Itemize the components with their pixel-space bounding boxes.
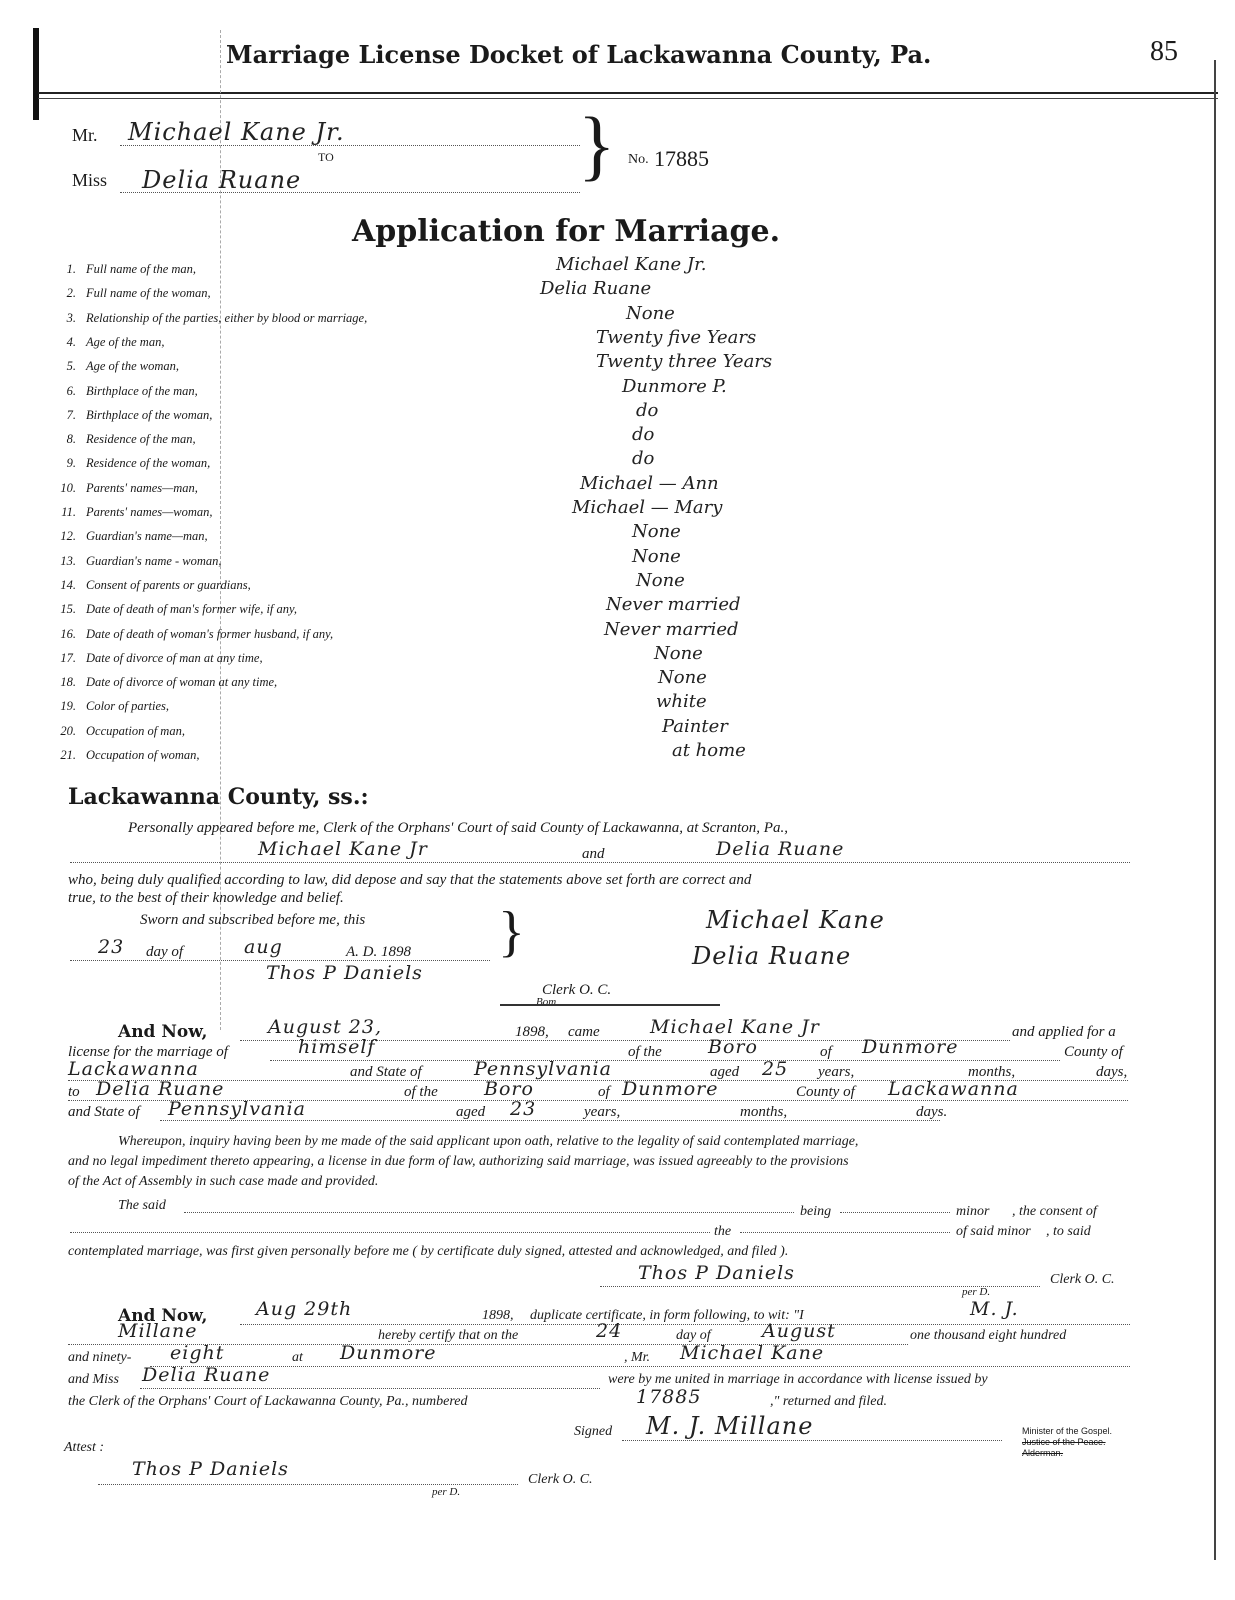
license-state-of: and State of xyxy=(350,1064,422,1080)
contemplated: contemplated marriage, was first given personally before me ( by certificate duly signed, attested and acknowledged, and filed ). xyxy=(68,1244,789,1259)
license-of-the: of the xyxy=(628,1044,662,1060)
cert-title3: Alderman. xyxy=(1022,1448,1064,1458)
question-text: Full name of the man, xyxy=(86,262,197,276)
miss-name: Delia Ruane xyxy=(142,166,302,194)
cert-clerk-per: per D. xyxy=(432,1486,461,1498)
question-row xyxy=(40,651,263,666)
affidavit-line3: who, being duly qualified according to law, did depose and say that the statements above set forth are correct and xyxy=(68,872,752,888)
answer-value: Delia Ruane xyxy=(540,278,652,300)
license-place2: Dunmore xyxy=(622,1078,719,1100)
license-of-the2: of the xyxy=(404,1084,438,1100)
license-line5 xyxy=(160,1120,940,1121)
cert-mr: , Mr. xyxy=(624,1350,651,1365)
license-days: days, xyxy=(1096,1064,1128,1080)
question-text: Age of the woman, xyxy=(86,359,180,374)
license-clerk-signature: Thos P Daniels xyxy=(638,1262,795,1284)
cert-signed: Signed xyxy=(574,1424,613,1439)
question-number: 12. xyxy=(60,529,76,544)
cert-minister-b: Millane xyxy=(118,1320,198,1342)
sworn-clerk-signature: Thos P Daniels xyxy=(266,962,423,984)
license-applicant: Michael Kane Jr xyxy=(650,1016,820,1038)
license-age2: 23 xyxy=(510,1098,537,1120)
question-number: 20. xyxy=(60,723,76,738)
affidavit-name-woman: Delia Ruane xyxy=(716,838,845,860)
question-row xyxy=(40,724,185,739)
affidavit-line4: true, to the best of their knowledge and belief. xyxy=(68,890,344,906)
license-days2: days. xyxy=(916,1104,948,1120)
license-clerk-label: Clerk O. C. xyxy=(1050,1272,1115,1287)
answer-value: Never married xyxy=(606,594,741,616)
question-text: Occupation of man, xyxy=(86,723,185,738)
answer-value: Twenty five Years xyxy=(596,326,757,348)
whereupon-1: Whereupon, inquiry having been by me made of the said applicant upon oath, relative to the legality of said contemplated marriage, xyxy=(118,1134,859,1149)
license-applied: and applied for a xyxy=(1012,1024,1116,1040)
question-number: 9. xyxy=(66,456,76,471)
question-number: 13. xyxy=(60,553,76,568)
question-number: 1. xyxy=(66,262,76,276)
mr-line xyxy=(120,145,580,146)
of-said-minor: of said minor xyxy=(956,1224,1031,1239)
license-to: to xyxy=(68,1084,80,1100)
question-row xyxy=(40,627,333,642)
question-number: 7. xyxy=(66,407,76,422)
question-text: Consent of parents or guardians, xyxy=(86,577,251,592)
cert-year: 1898, xyxy=(482,1308,514,1323)
question-row xyxy=(40,505,213,520)
cert-minister-signature: M. J. Millane xyxy=(646,1412,814,1440)
answer-value: at home xyxy=(672,740,746,761)
question-row xyxy=(40,529,208,544)
brace: } xyxy=(578,101,616,188)
license-clerk-line xyxy=(600,1286,1040,1287)
mr-name: Michael Kane Jr. xyxy=(128,118,345,146)
affidavit-and: and xyxy=(582,846,605,862)
answer-value: do xyxy=(636,399,659,421)
cert-line1 xyxy=(240,1324,1130,1325)
question-row xyxy=(40,578,251,593)
answer-value: Michael — Ann xyxy=(580,472,719,494)
right-edge-rule xyxy=(1214,60,1216,1560)
county-heading: Lackawanna County, ss.: xyxy=(68,784,369,810)
question-row xyxy=(40,384,198,399)
cert-and-ninety: and ninety- xyxy=(68,1350,132,1365)
cert-returned: ," returned and filed. xyxy=(770,1394,887,1409)
question-number: 2. xyxy=(66,286,76,301)
minor: minor xyxy=(956,1204,990,1219)
question-text: Full name of the woman, xyxy=(86,286,211,301)
question-row xyxy=(40,432,196,447)
cert-title1: Minister of the Gospel. xyxy=(1022,1426,1113,1436)
cert-line3 xyxy=(150,1366,1130,1367)
cert-were: were by me united in marriage in accordance with license issued by xyxy=(608,1372,988,1387)
sworn-line xyxy=(70,960,490,961)
license-months2: months, xyxy=(740,1104,788,1120)
license-of2: of xyxy=(598,1084,610,1100)
page-title: Marriage License Docket of Lackawanna County, Pa. xyxy=(226,40,932,69)
license-line2 xyxy=(270,1060,1060,1061)
minor-line3 xyxy=(70,1232,710,1233)
question-number: 10. xyxy=(60,480,76,495)
left-margin-bar xyxy=(33,28,39,120)
cert-clerk-line: the Clerk of the Orphans' Court of Lackawanna County, Pa., numbered xyxy=(68,1394,468,1409)
question-row xyxy=(40,748,200,763)
question-text: Occupation of woman, xyxy=(86,748,200,762)
header-rule xyxy=(38,92,1218,94)
cert-day-of: day of xyxy=(676,1328,711,1343)
miss-label: Miss xyxy=(72,170,108,190)
license-boro: Boro xyxy=(708,1036,758,1058)
license-boro2: Boro xyxy=(484,1078,534,1100)
question-number: 6. xyxy=(66,383,76,398)
license-for: license for the marriage of xyxy=(68,1044,228,1060)
answer-value: Michael Kane Jr. xyxy=(556,254,707,275)
license-clerk-per: per D. xyxy=(962,1286,991,1298)
whereupon-2: and no legal impediment thereto appearing, a license in due form of law, authorizing said marriage, was issued agreeably to the provisions xyxy=(68,1154,849,1169)
license-state1: Pennsylvania xyxy=(474,1058,612,1080)
cert-miss-name: Delia Ruane xyxy=(142,1364,271,1386)
question-text: Age of the man, xyxy=(86,334,165,349)
question-text: Parents' names—woman, xyxy=(86,505,213,519)
license-himself: himself xyxy=(298,1036,376,1058)
license-number: 17885 xyxy=(654,146,709,171)
license-aged: aged xyxy=(710,1064,740,1080)
license-county2: Lackawanna xyxy=(888,1078,1019,1100)
question-row xyxy=(40,481,198,496)
miss-line xyxy=(120,192,580,193)
question-row xyxy=(40,359,179,374)
answer-value: do xyxy=(632,448,655,470)
signature-woman: Delia Ruane xyxy=(692,942,852,970)
affidavit-line1: Personally appeared before me, Clerk of the Orphans' Court of said County of Lackawanna, at Scranton, Pa., xyxy=(128,820,788,836)
application-title: Application for Marriage. xyxy=(352,214,781,249)
to-said: , to said xyxy=(1046,1224,1091,1239)
cert-date: Aug 29th xyxy=(256,1298,353,1320)
question-text: Relationship of the parties, either by blood or marriage, xyxy=(86,310,368,325)
answer-value: None xyxy=(632,521,681,543)
sworn-text: Sworn and subscribed before me, this xyxy=(140,912,366,928)
license-age1: 25 xyxy=(762,1058,789,1080)
affidavit-divider xyxy=(500,1004,720,1006)
question-row xyxy=(40,456,210,471)
answer-value: do xyxy=(632,424,655,446)
cert-clerk-line-rule xyxy=(98,1484,518,1485)
header-rule-thin xyxy=(38,98,1218,99)
answer-value: Michael — Mary xyxy=(572,497,723,518)
question-row xyxy=(40,554,222,569)
minor-line4 xyxy=(740,1232,950,1233)
cert-month: August xyxy=(762,1320,836,1342)
license-county-of: County of xyxy=(1064,1044,1123,1060)
sworn-day-of: day of xyxy=(146,944,184,960)
license-aged2: aged xyxy=(456,1104,486,1120)
question-row xyxy=(40,408,212,423)
question-row xyxy=(40,262,196,277)
license-state2: Pennsylvania xyxy=(168,1098,306,1120)
license-year: 1898, xyxy=(515,1024,549,1040)
license-county-of2: County of xyxy=(796,1084,855,1100)
cert-day: 24 xyxy=(596,1320,623,1342)
question-number: 11. xyxy=(61,505,76,519)
question-number: 5. xyxy=(66,359,76,374)
cert-dup: duplicate certificate, in form following, to wit: "I xyxy=(530,1308,804,1323)
cert-minister-a: M. J. xyxy=(970,1298,1019,1320)
affidavit-name-man: Michael Kane Jr xyxy=(258,838,428,860)
cert-ninety-val: eight xyxy=(170,1342,225,1364)
answer-value: Never married xyxy=(604,618,739,640)
question-row xyxy=(40,675,277,690)
question-row xyxy=(40,286,211,301)
question-row xyxy=(40,699,169,714)
license-and-state-of: and State of xyxy=(68,1104,140,1120)
cert-one-thousand: one thousand eight hundred xyxy=(910,1328,1067,1343)
question-text: Birthplace of the man, xyxy=(86,383,198,398)
question-text: Date of death of man's former wife, if any, xyxy=(86,602,297,617)
no-label: No. xyxy=(628,152,649,167)
question-text: Date of death of woman's former husband, if any, xyxy=(86,626,334,641)
whereupon-3: of the Act of Assembly in such case made and provided. xyxy=(68,1174,379,1189)
question-text: Date of divorce of man at any time, xyxy=(86,650,263,665)
answer-value: None xyxy=(626,302,675,324)
license-and-now: And Now, xyxy=(118,1022,208,1042)
question-number: 21. xyxy=(60,748,76,762)
license-of: of xyxy=(820,1044,832,1060)
question-number: 18. xyxy=(60,675,76,690)
cert-place: Dunmore xyxy=(340,1342,437,1364)
cert-attest: Attest : xyxy=(64,1440,105,1455)
cert-number: 17885 xyxy=(636,1386,702,1408)
sworn-brace: } xyxy=(498,901,525,963)
license-bride: Delia Ruane xyxy=(96,1078,225,1100)
license-place: Dunmore xyxy=(862,1036,959,1058)
sworn-ad: A. D. 1898 xyxy=(346,944,411,960)
mr-label: Mr. xyxy=(72,125,98,145)
signature-man: Michael Kane xyxy=(706,906,885,934)
sworn-bom: Bom xyxy=(536,996,557,1008)
license-county1: Lackawanna xyxy=(68,1058,199,1080)
page-number: 85 xyxy=(1150,36,1178,67)
question-text: Guardian's name - woman, xyxy=(86,553,222,568)
answer-value: Twenty three Years xyxy=(596,351,773,373)
cert-clerk-label: Clerk O. C. xyxy=(528,1472,593,1487)
license-came: came xyxy=(568,1024,600,1040)
license-date: August 23, xyxy=(268,1016,382,1038)
cert-sign-line xyxy=(622,1440,1002,1441)
question-number: 14. xyxy=(60,577,76,592)
cert-at: at xyxy=(292,1350,303,1365)
the: the xyxy=(714,1224,732,1239)
question-text: Residence of the woman, xyxy=(86,456,211,471)
answer-value: Painter xyxy=(662,715,728,737)
question-number: 15. xyxy=(60,602,76,617)
question-number: 16. xyxy=(60,626,76,641)
sworn-day: 23 xyxy=(98,936,125,958)
answer-value: None xyxy=(654,642,703,664)
question-text: Date of divorce of woman at any time, xyxy=(86,675,278,690)
question-number: 17. xyxy=(60,650,76,665)
question-number: 8. xyxy=(66,432,76,447)
cert-mr-name: Michael Kane xyxy=(680,1342,825,1364)
answer-value: None xyxy=(632,545,681,567)
cert-line4 xyxy=(140,1388,600,1389)
minor-line2 xyxy=(840,1212,950,1213)
question-number: 3. xyxy=(66,310,76,325)
answer-value: white xyxy=(656,691,707,713)
the-said: The said xyxy=(118,1198,166,1213)
answer-value: Dunmore P. xyxy=(622,375,727,397)
cert-and-miss: and Miss xyxy=(68,1372,119,1387)
question-number: 19. xyxy=(60,699,76,714)
being: being xyxy=(800,1204,832,1219)
question-text: Parents' names—man, xyxy=(86,480,198,495)
question-number: 4. xyxy=(66,334,76,349)
cert-certify: hereby certify that on the xyxy=(378,1328,519,1343)
cert-clerk-signature: Thos P Daniels xyxy=(132,1458,289,1480)
question-text: Residence of the man, xyxy=(86,432,196,447)
question-row xyxy=(40,311,367,326)
answer-value: None xyxy=(658,667,707,689)
sworn-month: aug xyxy=(244,936,283,958)
license-months: months, xyxy=(968,1064,1016,1080)
to-label: TO xyxy=(318,150,334,164)
minor-line1 xyxy=(184,1212,794,1213)
question-row xyxy=(40,335,164,350)
question-row xyxy=(40,602,297,617)
sworn-clerk-label: Clerk O. C. xyxy=(542,982,612,998)
question-text: Guardian's name—man, xyxy=(86,529,208,544)
license-years2: years, xyxy=(584,1104,621,1120)
license-years: years, xyxy=(818,1064,855,1080)
cert-title2: Justice of the Peace. xyxy=(1022,1437,1106,1447)
question-text: Birthplace of the woman, xyxy=(86,407,213,422)
cert-and-now: And Now, xyxy=(118,1306,208,1326)
question-text: Color of parties, xyxy=(86,699,169,714)
consent-of: , the consent of xyxy=(1012,1204,1097,1219)
answer-value: None xyxy=(636,569,685,591)
